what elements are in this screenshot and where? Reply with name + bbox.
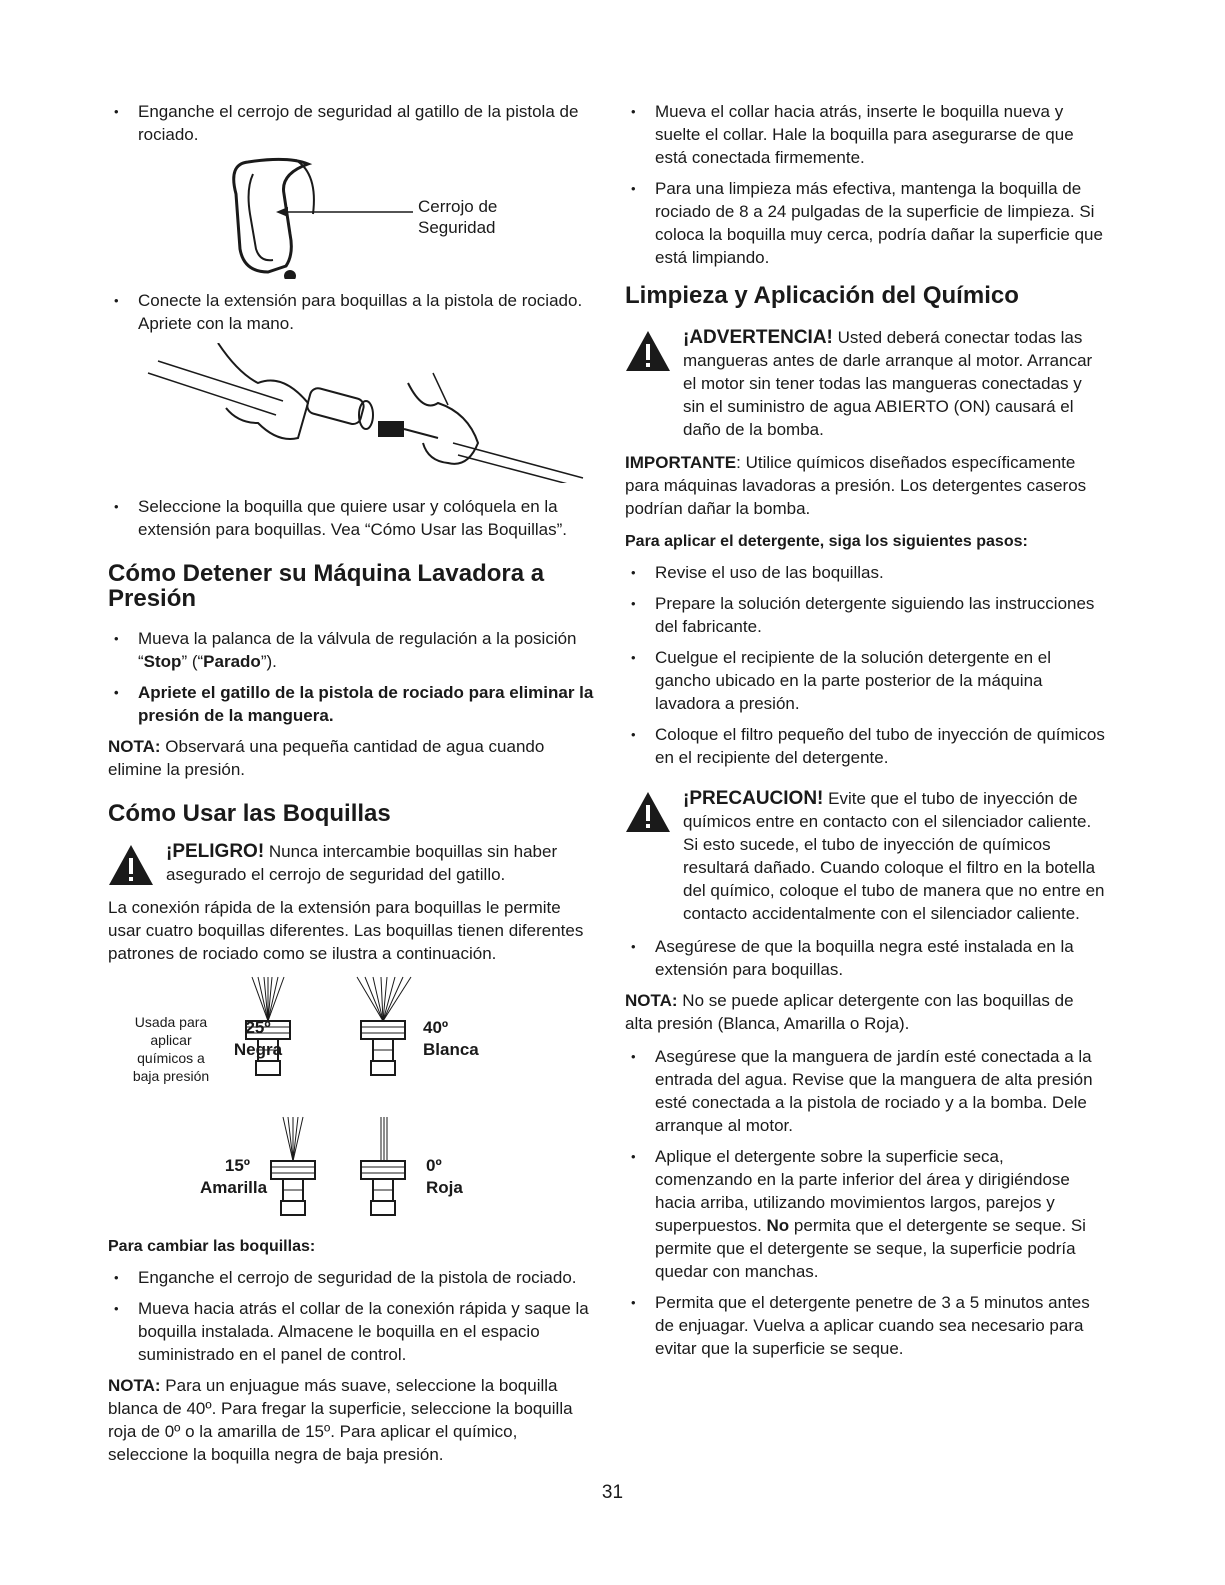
bullet-distance: • Para una limpieza más efectiva, mantenga la boquilla de rociado de 8 a 24 pulgadas de la superficie de limpieza. Si coloca la boquilla muy cerca, podría dañar la superficie que está limpiando.: [625, 177, 1105, 269]
step-7-post: permita que el detergente se seque. Si permite que el detergente se seque, la superficie podría quedar con manchas.: [655, 1216, 1086, 1281]
important-label: IMPORTANTE: [625, 453, 737, 472]
heading-use-nozzles: Cómo Usar las Boquillas: [108, 800, 391, 827]
bullet-change-2: • Mueva hacia atrás el collar de la conexión rápida y saque la boquilla instalada. Almacene le boquilla en el espacio suministrado en el panel de control.: [108, 1297, 598, 1366]
label-25-angle: 25º: [245, 1018, 271, 1037]
label-0-angle: 0º: [426, 1156, 442, 1175]
bullet-stop-lever: [108, 627, 598, 673]
stop-note: [108, 735, 598, 781]
nozzle-diagram: [108, 975, 598, 1225]
bullet-engage-lock: • Enganche el cerrojo de seguridad al gatillo de la pistola de rociado.: [108, 100, 598, 146]
nozzle-0-icon: [361, 1117, 405, 1215]
caution-word: ¡PRECAUCION!: [683, 788, 824, 809]
low-pressure-note-line1: Usada para: [134, 1014, 208, 1030]
step-4: • Coloque el filtro pequeño del tubo de inyección de químicos en el recipiente del detergente.: [625, 723, 1105, 769]
step-7-pre: Aplique el detergente sobre la superficie seca, comenzando en la parte inferior del área y dirigiéndose hacia arriba, utilizando movimientos largos, parejos y superpuestos.: [655, 1147, 1070, 1235]
label-25-color: Negra: [233, 1040, 283, 1059]
important-note: [625, 451, 1105, 520]
step-5: • Asegúrese de que la boquilla negra esté instalada en la extensión para boquillas.: [625, 935, 1105, 981]
bullet-insert-nozzle: • Mueva el collar hacia atrás, inserte le boquilla nueva y suelte el collar. Hale la boquilla para asegurarse de que está conectada firmemente.: [625, 100, 1105, 169]
stop-note-text: Observará una pequeña cantidad de agua cuando elimine la presión.: [108, 737, 545, 779]
label-40-blanca: [423, 1017, 479, 1061]
label-40-color: Blanca: [423, 1040, 479, 1059]
label-15-amarilla: [200, 1155, 268, 1199]
label-15-angle: 15º: [224, 1156, 250, 1175]
nota-label-2: NOTA:: [108, 1376, 161, 1395]
step-2: • Prepare la solución detergente siguiendo las instrucciones del fabricante.: [625, 592, 1105, 638]
nozzle-15-icon: [271, 1117, 315, 1215]
step-1: • Revise el uso de las boquillas.: [625, 561, 1105, 584]
advertencia-word: ¡ADVERTENCIA!: [683, 327, 833, 348]
label-40-angle: 40º: [423, 1018, 449, 1037]
danger-text: Nunca intercambie boquillas sin haber asegurado el cerrojo de seguridad del gatillo.: [166, 842, 558, 884]
advertencia-warning: [625, 326, 1105, 441]
low-pressure-note: [116, 1013, 226, 1085]
danger-word: ¡PELIGRO!: [166, 841, 265, 862]
heading-detergent-steps: Para aplicar el detergente, siga los siguientes pasos:: [625, 533, 1028, 550]
heading-change-nozzles: Para cambiar las boquillas:: [108, 1238, 316, 1255]
nota-label-3: NOTA:: [625, 991, 678, 1010]
label-15-color: Amarilla: [200, 1178, 268, 1197]
heading-stop-machine: Cómo Detener su Máquina Lavadora a Presión: [108, 560, 545, 612]
caution-text: Evite que el tubo de inyección de químicos entre en contacto con el silenciador caliente. Si esto sucede, el tubo de inyección de químicos resultará dañado. Cuando coloque el filtro en la botella del químico, coloque el tubo de manera que no entre en contacto accidentalmente con el silenciador caliente.: [683, 789, 1105, 923]
right-column: [625, 100, 1105, 1368]
low-pressure-note-line4: baja presión: [132, 1068, 210, 1084]
step-7: [625, 1145, 1105, 1283]
bullet-select-nozzle: • Seleccione la boquilla que quiere usar y colóquela en la extensión para boquillas. Vea “Cómo Usar las Boquillas”.: [108, 495, 598, 541]
label-0-color: Roja: [426, 1178, 463, 1197]
extension-connection-illustration: [108, 343, 598, 483]
change-note: [108, 1374, 598, 1466]
step-3: • Cuelgue el recipiente de la solución detergente en el gancho ubicado en la parte posterior de la máquina lavadora a presión.: [625, 646, 1105, 715]
change-note-text: Para un enjuague más suave, seleccione la boquilla blanca de 40º. Para fregar la superficie, seleccione la boquilla roja de 0º o la amarilla de 15º. Para aplicar el químico, seleccione la boquilla negra de baja presión.: [108, 1376, 573, 1464]
label-25-negra: [228, 1017, 288, 1061]
danger-warning: [108, 840, 598, 886]
label-0-roja: [426, 1155, 463, 1199]
fig1-label-line1: Cerrojo de: [418, 197, 498, 216]
safety-lock-figure: [108, 154, 598, 279]
stop-b1-mid: ” (“: [181, 652, 204, 671]
page-number: 31: [601, 1482, 624, 1503]
warning-triangle-icon: [108, 844, 154, 886]
stop-b1-end: ”).: [260, 652, 277, 671]
heading-chemical: Limpieza y Aplicación del Químico: [625, 282, 1019, 309]
bullet-squeeze-trigger: • Apriete el gatillo de la pistola de rociado para eliminar la presión de la manguera.: [108, 681, 598, 727]
important-text: : Utilice químicos diseñados específicamente para máquinas lavadoras a presión. Los detergentes caseros podrían dañar la bomba.: [625, 453, 1087, 518]
parado-word: Parado: [203, 652, 261, 671]
fig1-label: [418, 196, 497, 238]
stop-b1-text: Mueva la palanca de la válvula de regulación a la posición “: [138, 629, 577, 671]
nozzle-intro: La conexión rápida de la extensión para boquillas le permite usar cuatro boquillas diferentes. Las boquillas tienen diferentes patrones de rociado como se ilustra a continuación.: [108, 898, 584, 963]
bullet-change-1: • Enganche el cerrojo de seguridad de la pistola de rociado.: [108, 1266, 598, 1289]
advertencia-text: Usted deberá conectar todas las mangueras antes de darle arranque al motor. Arrancar el motor sin tener todas las mangueras conectadas y sin el suministro de agua ABIERTO (ON) causará el daño de la bomba.: [683, 328, 1093, 439]
step-6: • Asegúrese que la manguera de jardín esté conectada a la entrada del agua. Revise que la manguera de alta presión esté conectada a la pistola de rociado y a la bomba. Dele arranque al motor.: [625, 1045, 1105, 1137]
warning-triangle-icon: [625, 791, 671, 833]
stop-word: Stop: [143, 652, 182, 671]
step-7-no: No: [766, 1216, 790, 1235]
caution-warning: [625, 787, 1105, 925]
warning-triangle-icon: [625, 330, 671, 372]
nota-label: NOTA:: [108, 737, 161, 756]
bullet-connect-extension: • Conecte la extensión para boquillas a la pistola de rociado. Apriete con la mano.: [108, 289, 598, 335]
low-pressure-note-line3: químicos a: [137, 1050, 205, 1066]
low-pressure-note-line2: aplicar: [150, 1032, 192, 1048]
step-8: • Permita que el detergente penetre de 3 a 5 minutos antes de enjuagar. Vuelva a aplicar cuando sea necesario para evitar que la superficie se seque.: [625, 1291, 1105, 1360]
fig1-label-line2: Seguridad: [418, 218, 496, 237]
spray-gun-trigger-illustration: [108, 154, 598, 279]
left-column: [108, 100, 598, 1476]
nozzle-40-icon: [357, 977, 411, 1075]
detergent-note: [625, 989, 1105, 1035]
extension-figure: [108, 343, 598, 483]
detergent-note-text: No se puede aplicar detergente con las boquillas de alta presión (Blanca, Amarilla o Roja).: [625, 991, 1074, 1033]
